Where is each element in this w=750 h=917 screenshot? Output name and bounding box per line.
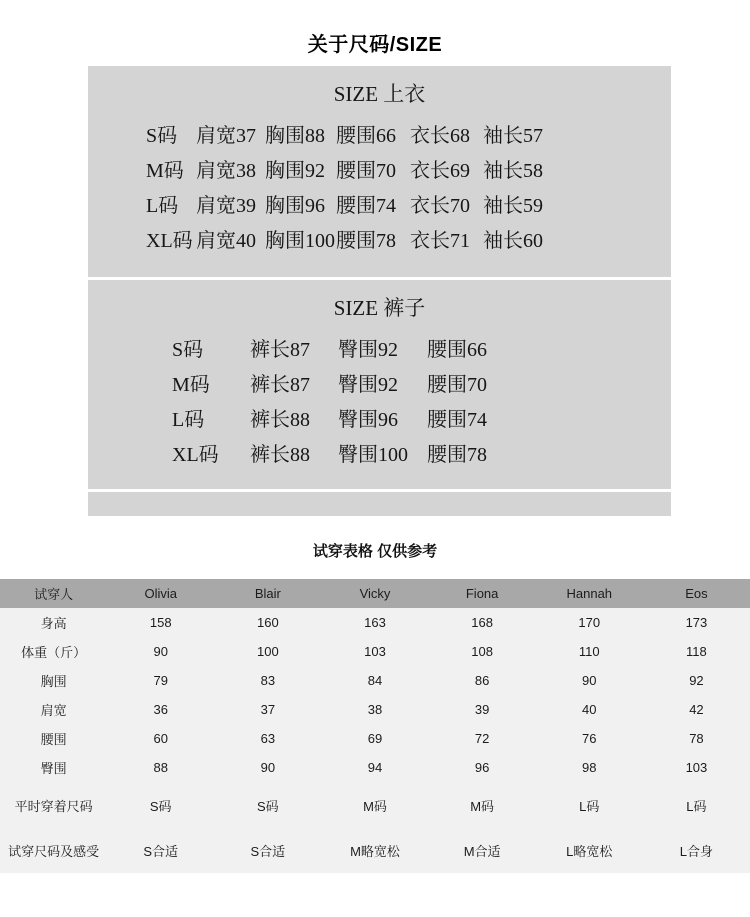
size-cell: 裤长88 [250,409,310,431]
fit-header-name: Eos [685,586,708,601]
fit-cell: 38 [367,702,383,717]
size-cell: 肩宽39 [196,195,256,217]
size-cell: 肩宽38 [196,160,256,182]
size-cell: 臀围92 [338,374,398,396]
size-cell: 胸围96 [265,195,325,217]
pants-size-rows [88,322,671,470]
size-label: M码 [146,160,184,182]
size-cell: 袖长60 [483,230,543,252]
fit-cell: 100 [257,644,279,659]
fit-row-label: 试穿尺码及感受 [8,844,100,859]
fit-cell: 92 [689,673,704,688]
fit-table-row [0,782,750,828]
fit-cell: 86 [474,673,490,688]
fit-cell: 163 [364,615,386,630]
tops-size-rows [88,108,671,256]
fit-cell: 69 [367,731,383,746]
fit-cell: S码 [149,798,172,814]
size-panels [88,66,671,489]
fit-row-label: 平时穿着尺码 [14,798,93,814]
size-label: L码 [172,409,205,431]
size-cell: 裤长87 [250,339,310,361]
fit-cell: 110 [578,644,600,659]
fit-cell: 160 [257,615,279,630]
fit-cell: 72 [474,731,490,746]
fit-cell: 36 [153,702,168,717]
size-cell: 腰围78 [336,230,396,252]
fit-cell: 118 [686,644,707,659]
fit-row-label: 身高 [40,616,67,631]
fit-cell: 103 [685,760,708,775]
size-cell: 衣长71 [410,230,470,252]
size-cell: 臀围100 [338,444,408,466]
fit-table-row [0,828,750,873]
size-cell: 肩宽40 [196,230,256,252]
fit-cell: S合适 [143,844,179,859]
fit-cell: L合身 [679,844,714,859]
size-label: L码 [146,195,179,217]
tops-panel-title: SIZE 上衣 [333,82,426,106]
size-cell: 衣长70 [410,195,470,217]
fit-cell: L略宽松 [566,844,613,859]
fit-cell: 90 [153,644,168,659]
fit-cell: 37 [260,702,276,717]
fit-table-row [0,666,750,695]
size-cell: 袖长59 [483,195,543,217]
size-cell: 肩宽37 [196,125,256,147]
size-cell: 胸围100 [265,230,335,252]
fit-cell: 168 [471,615,493,630]
fit-cell: 103 [364,644,386,659]
size-cell: 裤长87 [250,374,310,396]
fit-cell: 90 [260,760,276,775]
fit-cell: 96 [474,760,490,775]
size-cell: 胸围88 [265,125,325,147]
size-cell: 臀围92 [338,339,398,361]
fit-row-label: 腰围 [40,732,67,747]
fit-cell: 76 [582,731,597,746]
fit-cell: 63 [260,731,276,746]
fit-table-row [0,637,750,666]
size-cell: 腰围70 [336,160,396,182]
fit-cell: 94 [367,760,383,775]
fit-cell: 173 [685,615,708,630]
fit-table [0,579,750,873]
fit-header-label: 试穿人 [34,587,74,602]
fit-cell: 170 [578,615,601,630]
fit-row-label: 肩宽 [40,703,67,718]
fit-header-name: Fiona [465,586,499,601]
size-cell: 衣长69 [410,160,470,182]
size-label: XL码 [146,230,193,252]
pants-size-row [172,400,671,435]
fit-table-header-row [0,579,750,608]
fit-row-label: 臀围 [40,761,67,776]
tops-size-row [146,186,671,221]
fit-cell: 108 [471,644,493,659]
size-label: XL码 [172,444,219,466]
pants-size-row [172,330,671,365]
size-cell: 腰围74 [336,195,396,217]
size-label: M码 [172,374,210,396]
size-cell: 衣长68 [410,125,470,147]
fit-header-name: Hannah [566,586,613,601]
size-label: S码 [172,339,204,361]
fit-table-row [0,753,750,782]
size-cell: 胸围92 [265,160,325,182]
fit-cell: 98 [582,760,597,775]
fit-cell: S合适 [250,844,286,859]
fit-row-label: 胸围 [40,674,67,689]
tops-size-panel [88,66,671,277]
fit-table-row [0,608,750,637]
fit-cell: 40 [582,702,597,717]
pants-size-row [172,365,671,400]
fit-cell: 88 [153,760,168,775]
size-cell: 腰围66 [336,125,396,147]
fit-cell: S码 [257,798,279,814]
size-cell: 腰围70 [427,374,487,396]
fit-cell: 84 [367,673,383,688]
fit-header-name: Olivia [144,586,177,601]
fit-cell: 79 [153,673,168,688]
gray-divider-strip [88,492,671,516]
size-cell: 腰围74 [427,409,487,431]
size-cell: 臀围96 [338,409,398,431]
fit-cell: M合适 [463,844,501,859]
fit-header-name: Vicky [359,586,391,601]
pants-panel-title: SIZE 裤子 [333,296,426,320]
fit-cell: 78 [689,731,704,746]
size-cell: 裤长88 [250,444,310,466]
fit-header-name: Blair [254,586,281,601]
fit-cell: 158 [149,615,172,630]
pants-size-row [172,435,671,470]
fit-row-label: 体重（斤） [21,645,87,660]
fit-cell: 83 [260,673,276,688]
fit-cell: M码 [470,798,495,814]
fit-cell: 39 [474,702,490,717]
tops-size-row [146,116,671,151]
size-cell: 腰围66 [427,339,487,361]
size-cell: 袖长57 [483,125,543,147]
size-cell: 腰围78 [427,444,487,466]
tops-size-row [146,151,671,186]
size-label: S码 [146,125,178,147]
fit-table-row [0,724,750,753]
fit-cell: M略宽松 [350,844,400,859]
tops-size-row [146,221,671,256]
fit-cell: 90 [582,673,597,688]
fit-table-heading: 试穿表格 仅供参考 [312,543,438,560]
fit-cell: 42 [689,702,704,717]
fit-cell: L码 [686,798,707,814]
page-title: 关于尺码/SIZE [307,34,443,56]
fit-cell: M码 [363,798,387,814]
fit-cell: 60 [153,731,168,746]
fit-table-row [0,695,750,724]
pants-size-panel [88,280,671,489]
fit-cell: L码 [579,798,600,814]
size-cell: 袖长58 [483,160,543,182]
